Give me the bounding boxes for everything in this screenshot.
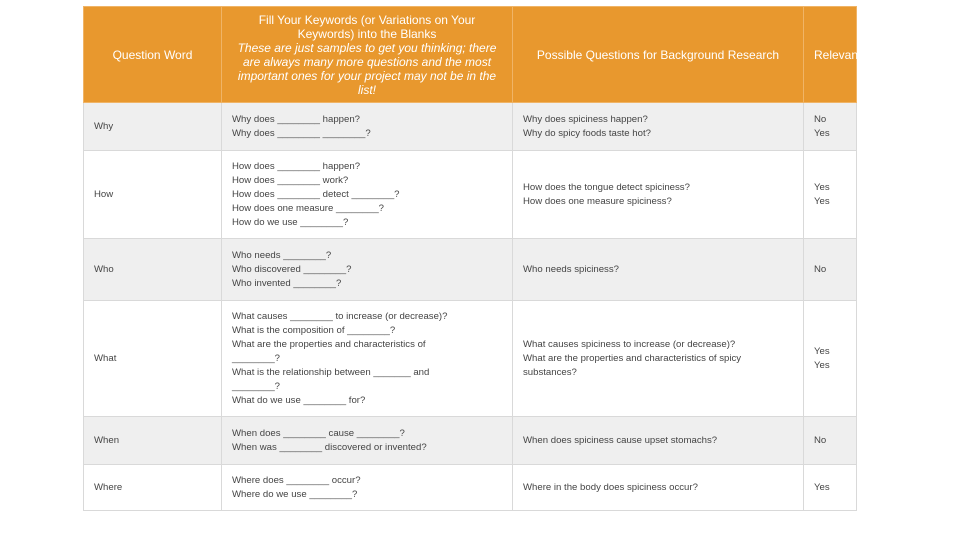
header-fill-title: Fill Your Keywords (or Variations on Your Keywords) into the Blanks: [258, 12, 476, 41]
question-cell-line: When does spiciness cause upset stomachs?: [523, 434, 718, 446]
relevant-cell-line: No: [814, 263, 827, 275]
template-cell: [222, 417, 513, 465]
template-cell-line: What is the relationship between _______ and: [232, 366, 430, 378]
question-word: Why: [84, 103, 222, 151]
relevant-cell-line: Yes: [814, 359, 830, 371]
question-cell: [513, 465, 804, 511]
question-cell-line: substances?: [523, 366, 577, 378]
table-row: [84, 151, 857, 239]
question-word: When: [84, 417, 222, 465]
question-cell-line: Where in the body does spiciness occur?: [523, 481, 698, 493]
question-cell-line: How does one measure spiciness?: [523, 195, 672, 207]
table-row: [84, 239, 857, 301]
relevant-cell-line: Yes: [814, 481, 830, 493]
template-cell: [222, 151, 513, 239]
relevant-cell-line: Yes: [814, 195, 830, 207]
template-cell-line: What are the properties and characteristics of: [232, 338, 426, 350]
template-cell-line: How does ________ happen?: [232, 160, 361, 172]
template-cell: [222, 103, 513, 151]
question-cell: [513, 103, 804, 151]
template-cell: [222, 239, 513, 301]
relevant-cell-line: Yes: [814, 345, 830, 357]
template-cell-line: Where do we use ________?: [232, 488, 358, 500]
question-cell: [513, 301, 804, 417]
template-cell-line: ________?: [232, 352, 281, 364]
question-word: How: [84, 151, 222, 239]
template-cell-line: Who needs ________?: [232, 249, 332, 261]
header-possible-questions: Possible Questions for Background Research: [513, 7, 804, 103]
table-row: [84, 465, 857, 511]
table-row: [84, 301, 857, 417]
template-cell-line: What is the composition of ________?: [232, 324, 396, 336]
template-cell-line: Why does ________ happen?: [232, 113, 361, 125]
relevant-cell: [804, 151, 857, 239]
template-cell-line: Where does ________ occur?: [232, 474, 361, 486]
question-word: Who: [84, 239, 222, 301]
table-row: [84, 103, 857, 151]
template-cell-line: What do we use ________ for?: [232, 394, 366, 406]
question-cell-line: What causes spiciness to increase (or decrease)?: [523, 338, 736, 350]
question-word: Where: [84, 465, 222, 511]
template-cell-line: When does ________ cause ________?: [232, 427, 405, 439]
question-cell: [513, 151, 804, 239]
header-row: [84, 7, 857, 103]
template-cell-line: Who invented ________?: [232, 277, 342, 289]
header-relevant: Relevant?: [804, 7, 857, 103]
question-cell-line: Why does spiciness happen?: [523, 113, 648, 125]
relevant-cell: [804, 301, 857, 417]
relevant-cell-line: No: [814, 434, 827, 446]
table-row: [84, 417, 857, 465]
template-cell-line: Who discovered ________?: [232, 263, 352, 275]
question-cell-line: Why do spicy foods taste hot?: [523, 127, 651, 139]
background-research-table: [83, 6, 869, 511]
relevant-cell: [804, 465, 857, 511]
question-cell: [513, 239, 804, 301]
question-word: What: [84, 301, 222, 417]
template-cell-line: How do we use ________?: [232, 216, 349, 228]
header-fill-note: These are just samples to get you thinking; there are always many more questions and the most important ones for your project may not be in the list!: [237, 40, 497, 97]
template-cell-line: Why does ________ ________?: [232, 127, 371, 139]
template-cell-line: How does one measure ________?: [232, 202, 385, 214]
template-cell-line: How does ________ detect ________?: [232, 188, 400, 200]
relevant-cell-line: Yes: [814, 181, 830, 193]
question-cell: [513, 417, 804, 465]
relevant-cell-line: No: [814, 113, 827, 125]
question-cell-line: How does the tongue detect spiciness?: [523, 181, 690, 193]
template-cell: [222, 301, 513, 417]
template-cell-line: ________?: [232, 380, 281, 392]
template-cell-line: When was ________ discovered or invented?: [232, 441, 427, 453]
template-cell-line: What causes ________ to increase (or decrease)?: [232, 310, 448, 322]
relevant-cell: [804, 239, 857, 301]
relevant-cell: [804, 417, 857, 465]
template-cell-line: How does ________ work?: [232, 174, 349, 186]
header-question-word: Question Word: [84, 7, 222, 103]
question-cell-line: What are the properties and characteristics of spicy: [523, 352, 742, 364]
question-cell-line: Who needs spiciness?: [523, 263, 619, 275]
relevant-cell: [804, 103, 857, 151]
relevant-cell-line: Yes: [814, 127, 830, 139]
header-fill-keywords: [222, 7, 513, 103]
template-cell: [222, 465, 513, 511]
